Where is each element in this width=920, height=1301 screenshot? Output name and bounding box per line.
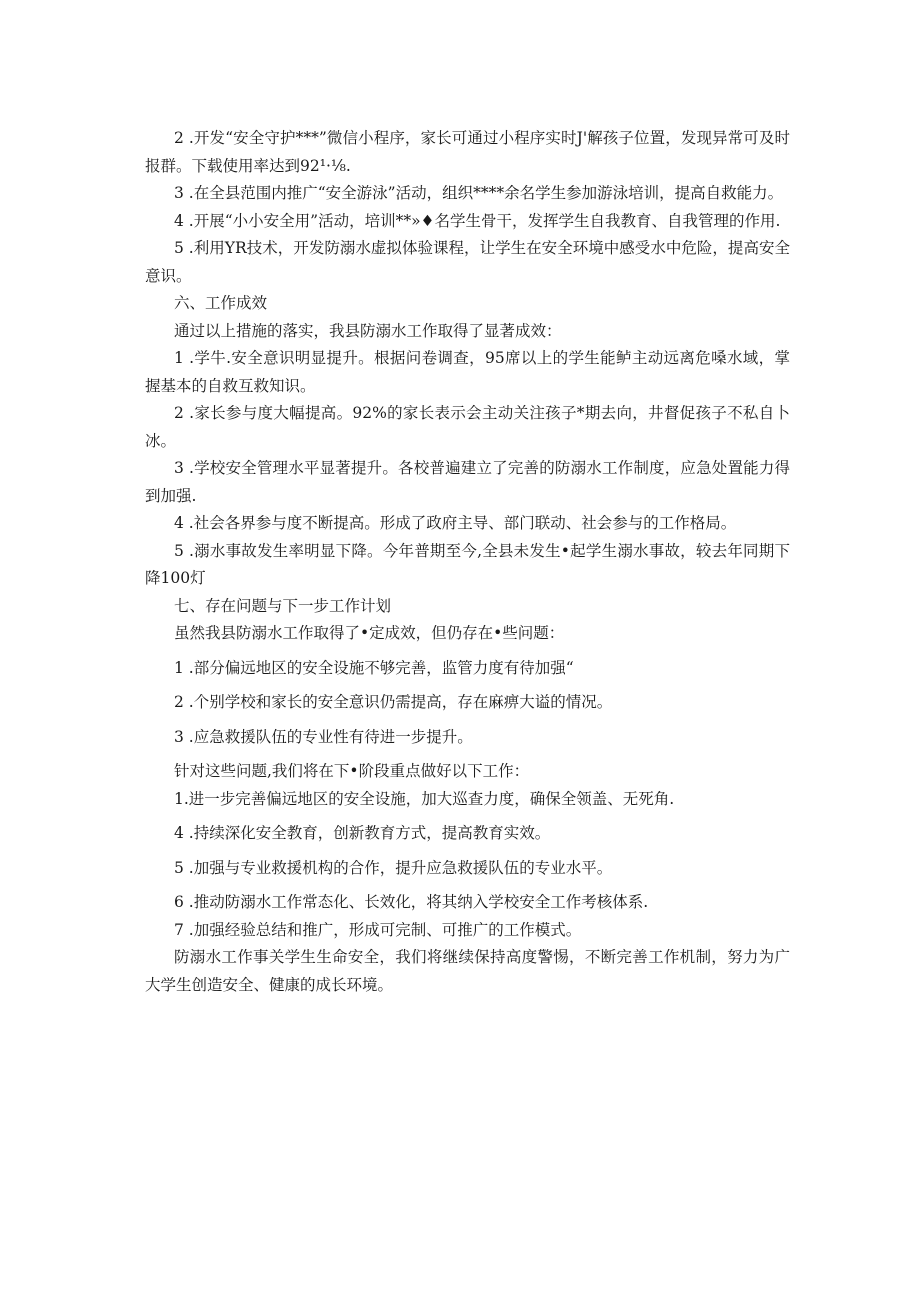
paragraph-result-1: 1 .学牛.安全意识明显提升。根据问卷调查，95席以上的学生能鲈主动远离危嗓水域，掌握基本的自救互救知识。	[145, 349, 790, 395]
paragraph-plan-6: 6 .推动防溺水工作常态化、长效化，将其纳入学校安全工作考核体系.	[174, 893, 649, 911]
paragraph-plan-7: 7 .加强经验总结和推广，形成可完制、可推广的工作模式。	[174, 920, 582, 939]
paragraph-vr-course: 5 .利用YR技术，开发防溺水虚拟体验课程，让学生在安全环境中感受水中危险，提高安全意识。	[145, 239, 790, 285]
paragraph-problem-3: 3 .应急救援队伍的专业性有待进一步提升。	[174, 727, 473, 746]
paragraph-plan-1: 1.进一步完善偏远地区的安全设施，加大巡查力度，确保全领盖、无死角.	[174, 789, 675, 808]
paragraph-result-2: 2 .家长参与度大幅提高。92%的家长表示会主动关注孩子*期去向，井督促孩子不私自卜冰。	[145, 404, 790, 450]
paragraph-app-launch: 2 .开发“安全守护***”微信小程序，家长可通过小程序实时J'解孩子位置，发现异常可及时报群。下载使用率达到92¹·⅛.	[145, 129, 790, 175]
paragraph-result-5: 5 .溺水事故发生率明显下降。今年普期至今,全县未发生•起学生溺水事故，较去年同期下降100灯	[145, 541, 790, 587]
paragraph-problems-intro: 虽然我县防溺水工作取得了•定成效，但仍存在•些问题：	[174, 624, 565, 642]
paragraph-plan-intro: 针对这些问题,我们将在下•阶段重点做好以下工作：	[174, 762, 530, 780]
paragraph-results-intro: 通过以上措施的落实，我县防溺水工作取得了显著成效：	[174, 321, 562, 340]
section-heading-results: 六、工作成效	[174, 294, 268, 312]
paragraph-result-3: 3 .学校安全管理水平显著提升。各校普遍建立了完善的防溺水工作制度，应急处置能力得到加强.	[145, 459, 790, 505]
paragraph-problem-2: 2 .个别学校和家长的安全意识仍需提高，存在麻痹大谥的情况。	[174, 693, 613, 711]
section-heading-problems-plan: 七、存在问题与下一步工作计划	[174, 596, 392, 615]
paragraph-swim-activity: 3 .在全县范围内推广“安全游泳”活动，组织****余名学生参加游泳培训，提高自救能力。	[174, 184, 784, 202]
paragraph-problem-1: 1 .部分偏远地区的安全设施不够完善，监管力度有待加强“	[174, 658, 574, 677]
paragraph-safety-activity: 4 .开展“小小安全用”活动，培训**»♦名学生骨干，发挥学生自我教育、自我管理的作用.	[174, 211, 781, 230]
paragraph-plan-5: 5 .加强与专业救援机构的合作，提升应急救援队伍的专业水平。	[174, 858, 613, 877]
paragraph-plan-4: 4 .持续深化安全教育，创新教育方式，提高教育实效。	[174, 824, 551, 842]
paragraph-conclusion: 防溺水工作事关学生生命安全，我们将继续保持高度警惕，不断完善工作机制，努力为广大学生创造安全、健康的成长环境。	[145, 948, 790, 994]
paragraph-result-4: 4 .社会各界参与度不断提高。形成了政府主导、部门联动、社会参与的工作格局。	[174, 514, 737, 532]
